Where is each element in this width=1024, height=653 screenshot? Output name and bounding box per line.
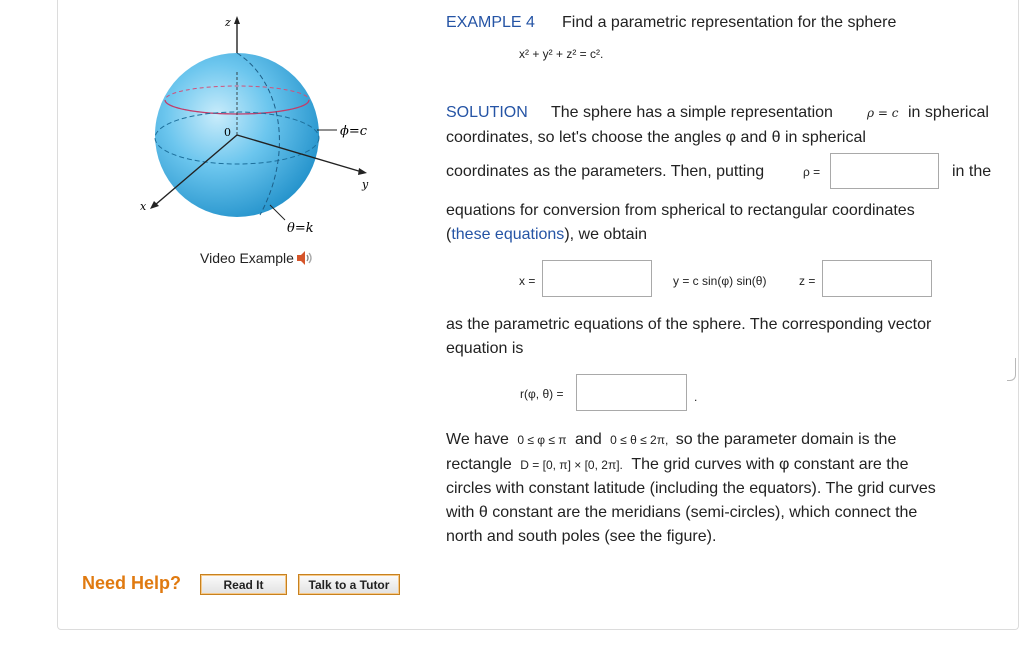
- solution-line1-end: in spherical: [908, 104, 989, 121]
- z-axis-label: z: [225, 16, 231, 29]
- solution-label: SOLUTION: [446, 104, 528, 121]
- rho-answer-input[interactable]: [830, 153, 939, 189]
- para-line5: north and south poles (see the figure).: [446, 528, 717, 545]
- origin-label: 0: [224, 126, 231, 139]
- r-label: r(φ, θ) =: [520, 387, 564, 401]
- x-axis-label: x: [140, 200, 147, 213]
- sphere-equation: x² + y² + z² = c².: [519, 47, 604, 61]
- rho-eq-c: ρ = c: [867, 106, 899, 120]
- solution-line4: equations for conversion from spherical to rectangular coordinates: [446, 202, 915, 219]
- read-it-button[interactable]: Read It: [200, 574, 287, 595]
- z-axis-arrow: [234, 16, 240, 24]
- z-answer-input[interactable]: [822, 260, 932, 297]
- x-answer-input[interactable]: [542, 260, 652, 297]
- para-line4: with θ constant are the meridians (semi-circles), which connect the: [446, 504, 918, 521]
- video-example-label[interactable]: Video Example: [200, 250, 294, 266]
- need-help-label: Need Help?: [82, 573, 182, 593]
- para-line1: We have 0 ≤ φ ≤ π and 0 ≤ θ ≤ 2π, so the parameter domain is the: [446, 431, 897, 448]
- period: .: [694, 390, 698, 404]
- rho-label: ρ =: [803, 165, 821, 179]
- y-axis-label: y: [362, 178, 369, 191]
- theta-label: θ=k: [287, 221, 314, 236]
- example-prompt: Find a parametric representation for the sphere: [562, 14, 897, 31]
- talk-to-tutor-button[interactable]: Talk to a Tutor: [298, 574, 400, 595]
- speaker-icon[interactable]: [295, 250, 315, 266]
- para-line3: circles with constant latitude (including the equators). The grid curves: [446, 480, 936, 497]
- x-label: x =: [519, 274, 536, 288]
- these-equations-link[interactable]: these equations: [451, 226, 565, 243]
- solution-line7: equation is: [446, 340, 524, 357]
- video-example-link[interactable]: [200, 250, 315, 266]
- solution-line6: as the parametric equations of the sphere. The corresponding vector: [446, 316, 932, 333]
- solution-line3: coordinates as the parameters. Then, putting: [446, 163, 765, 180]
- y-expression: y = c sin(φ) sin(θ): [673, 274, 767, 288]
- z-label: z =: [799, 274, 816, 288]
- solution-line5: (these equations), we obtain: [446, 226, 648, 243]
- r-answer-input[interactable]: [576, 374, 687, 411]
- y-axis-arrow: [358, 168, 367, 175]
- example-heading: EXAMPLE 4: [446, 14, 535, 31]
- para-line2: rectangle D = [0, π] × [0, 2π]. The grid curves with φ constant are the: [446, 456, 909, 473]
- phi-label: ϕ=c: [340, 124, 368, 139]
- solution-line1: The sphere has a simple representation: [551, 104, 833, 121]
- solution-line2: coordinates, so let's choose the angles φ and θ in spherical: [446, 129, 866, 146]
- sphere-figure: [130, 10, 390, 240]
- in-the-text: in the: [952, 163, 992, 180]
- scroll-edge: [1007, 358, 1016, 381]
